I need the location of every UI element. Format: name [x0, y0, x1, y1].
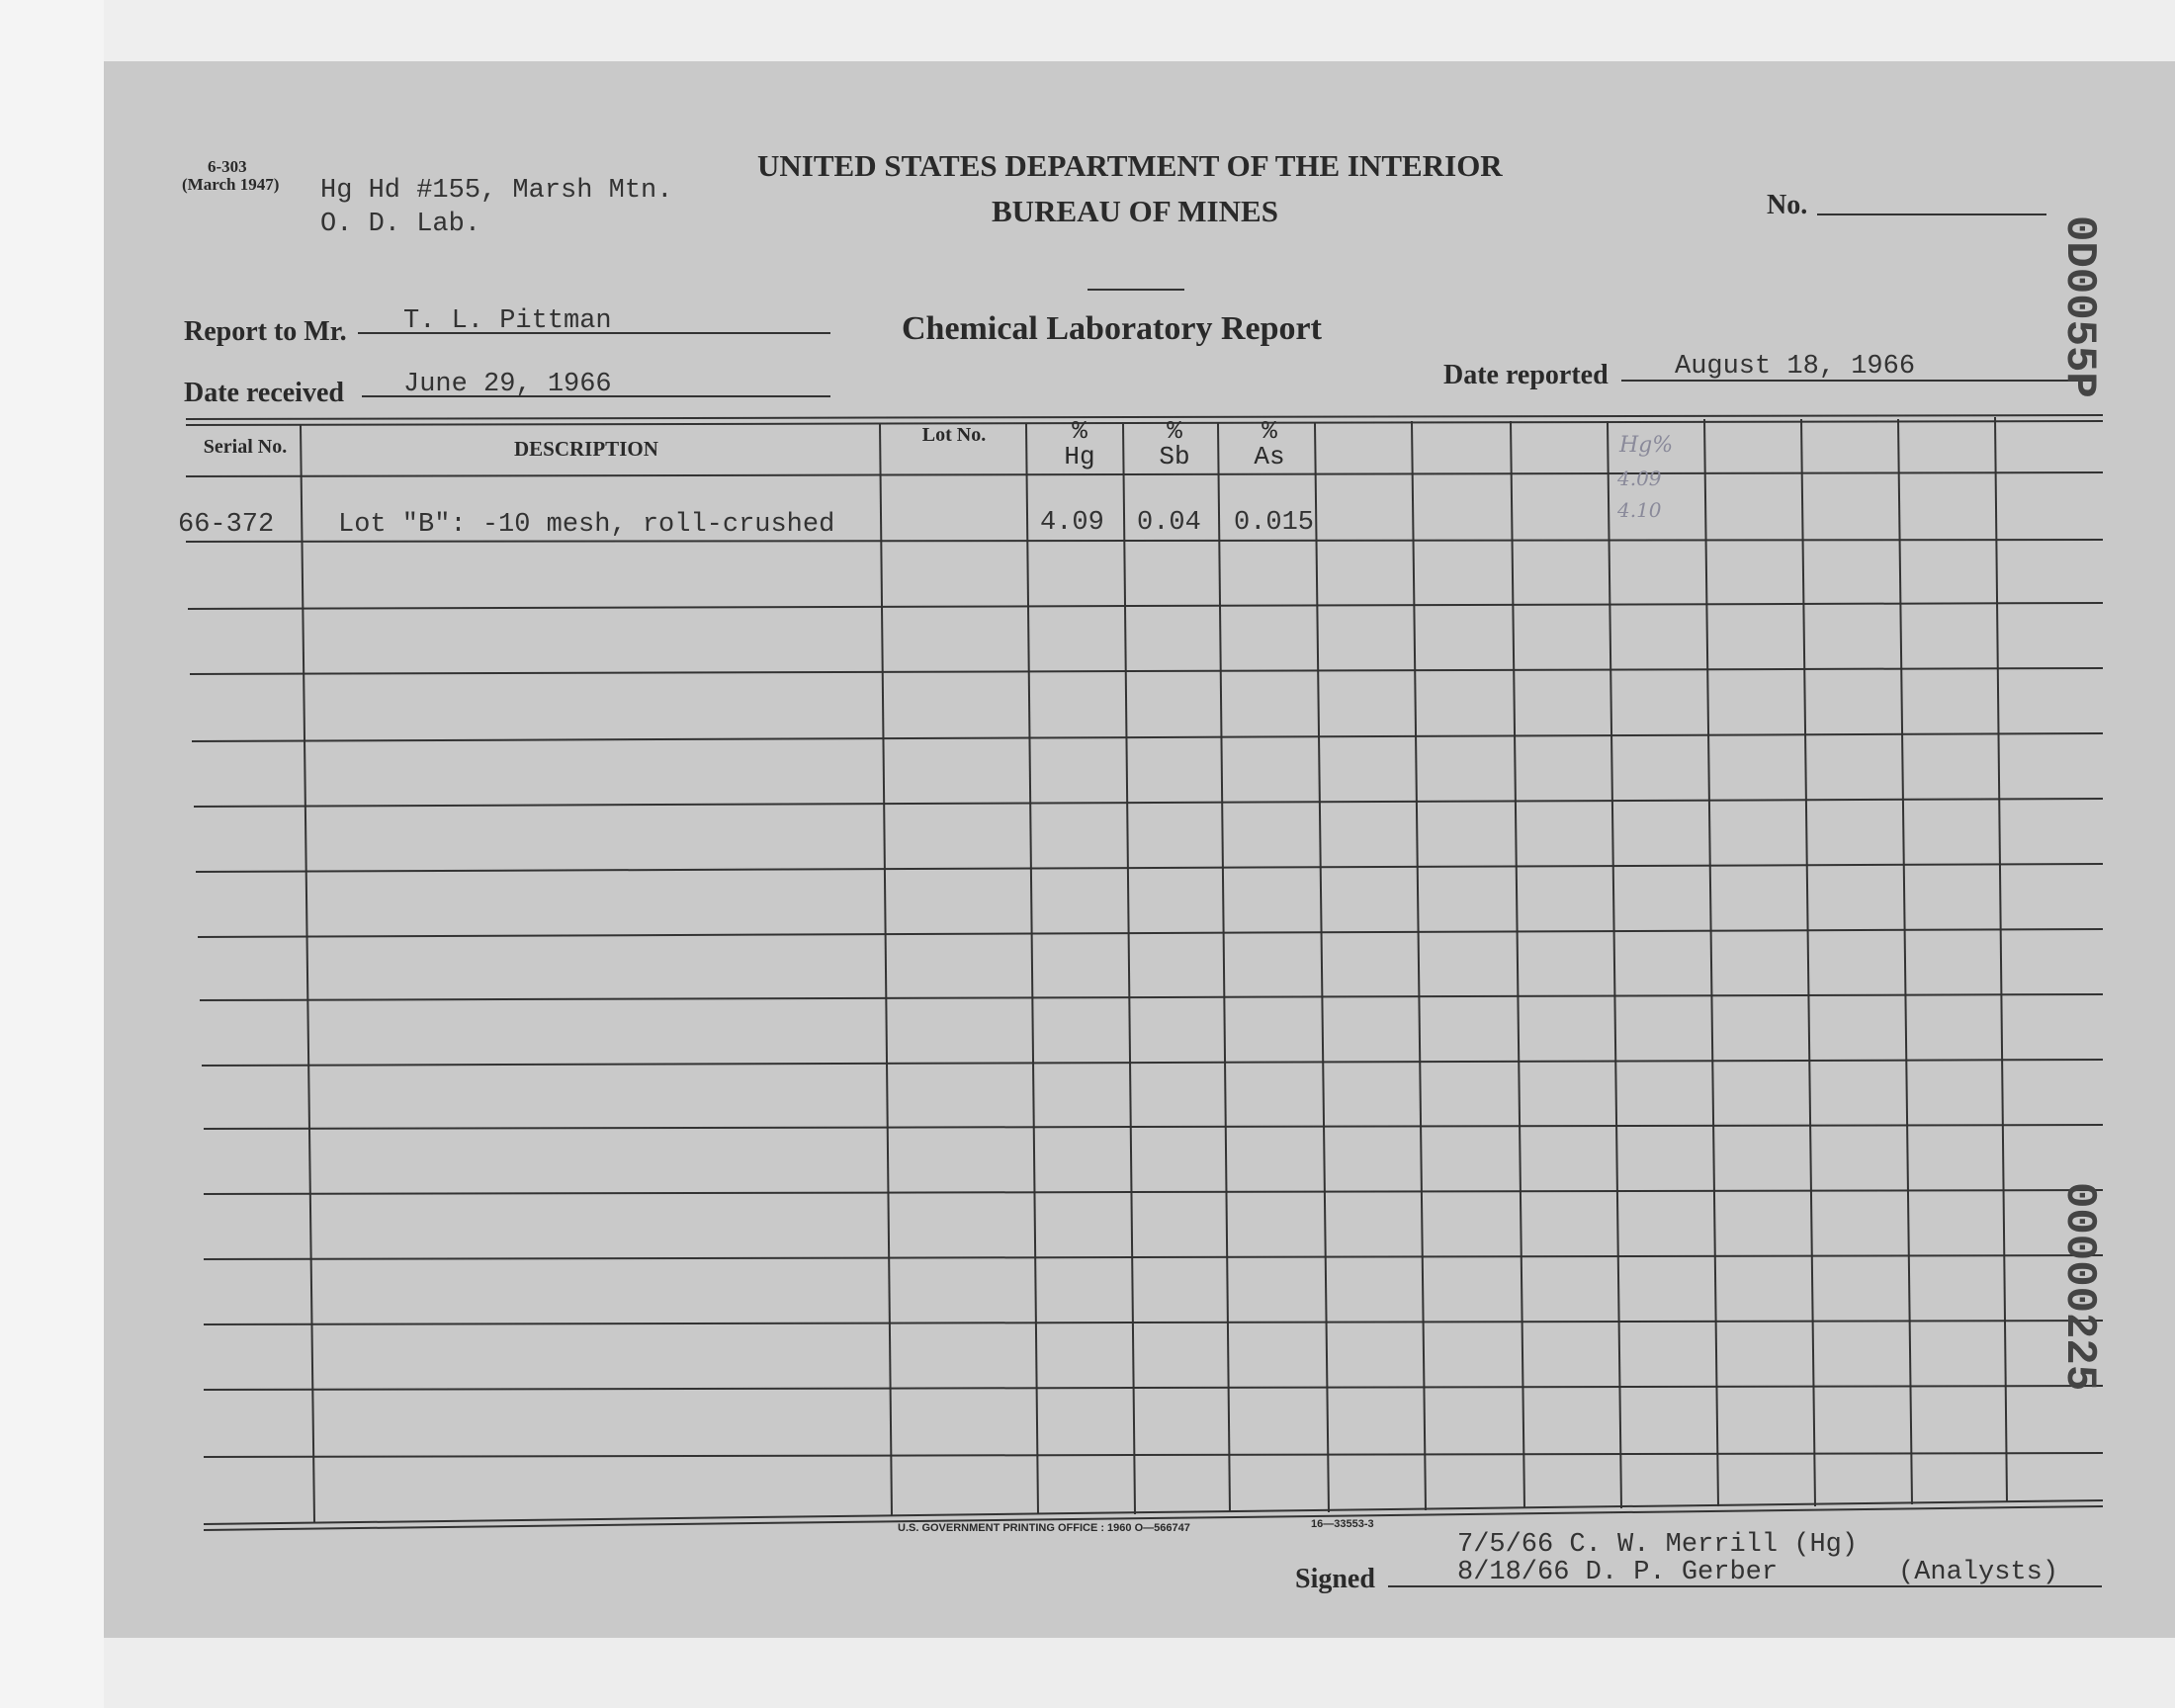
header-as-percent: %	[1262, 416, 1277, 446]
report-title: Chemical Laboratory Report	[902, 310, 1322, 347]
handwritten-hg-label: Hg%	[1619, 433, 1674, 458]
date-received-value: June 29, 1966	[403, 370, 612, 399]
row-description: Lot "B": -10 mesh, roll-crushed	[338, 510, 835, 540]
handwritten-hg-value-1: 4.09	[1617, 467, 1662, 490]
row-hg-value: 4.09	[1040, 508, 1104, 538]
header-as: As	[1254, 442, 1285, 471]
header-sb: Sb	[1159, 442, 1190, 471]
printing-office-note: U.S. GOVERNMENT PRINTING OFFICE : 1960 O—566747	[898, 1522, 1190, 1534]
no-label: No.	[1767, 190, 1808, 220]
header-hg: Hg	[1064, 442, 1095, 471]
header-description: DESCRIPTION	[514, 437, 658, 461]
header-serial-no: Serial No.	[203, 436, 288, 458]
header-lot-no: Lot No.	[921, 424, 987, 446]
header-hg-percent: %	[1072, 416, 1088, 446]
date-reported-label: Date reported	[1443, 360, 1609, 390]
department-heading: UNITED STATES DEPARTMENT OF THE INTERIOR	[757, 148, 1503, 183]
no-field-line	[1817, 214, 2046, 215]
report-to-value: T. L. Pittman	[403, 306, 612, 336]
reference-line-2: O. D. Lab.	[320, 210, 481, 239]
stamp-bottom-right: 00000225	[2054, 1182, 2104, 1392]
form-code: 16—33553-3	[1311, 1518, 1374, 1530]
date-received-label: Date received	[184, 378, 344, 408]
row-as-value: 0.015	[1234, 508, 1315, 538]
report-to-label: Report to Mr.	[184, 316, 347, 347]
header-sb-percent: %	[1167, 416, 1182, 446]
analyst-line-1: 7/5/66 C. W. Merrill (Hg)	[1457, 1530, 1859, 1560]
date-reported-value: August 18, 1966	[1675, 352, 1916, 382]
form-number: 6-303	[208, 157, 247, 176]
signed-label: Signed	[1295, 1564, 1375, 1594]
bureau-heading: BUREAU OF MINES	[992, 194, 1278, 228]
row-sb-value: 0.04	[1137, 508, 1201, 538]
heading-rule	[1088, 289, 1184, 291]
row-serial: 66-372	[178, 510, 275, 540]
stamp-top-right: 0D0055P	[2054, 215, 2104, 398]
handwritten-hg-value-2: 4.10	[1617, 498, 1662, 522]
analyst-line-2: 8/18/66 D. P. Gerber	[1457, 1558, 1779, 1587]
analysts-label: (Analysts)	[1898, 1558, 2059, 1587]
reference-line-1: Hg Hd #155, Marsh Mtn.	[320, 176, 673, 206]
form-edition: (March 1947)	[182, 175, 280, 194]
